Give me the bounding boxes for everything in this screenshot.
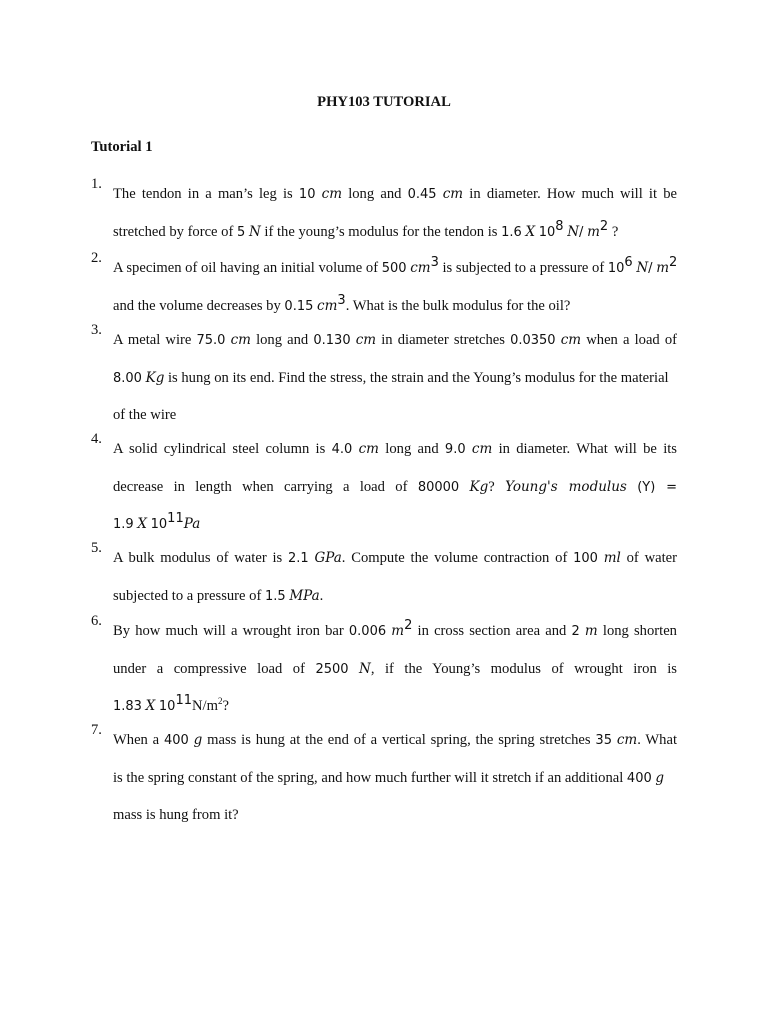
question-line: A solid cylindrical steel column is 4.0 cm long and 9.0 cm in diameter. What will be its [113, 441, 677, 457]
page-title: PHY103 TUTORIAL [317, 94, 451, 110]
question-number: 6. [91, 613, 102, 629]
question-line: subjected to a pressure of 1.5 MPa. [113, 587, 324, 604]
question-line: under a compressive load of 2500 N, if the Young’s modulus of wrought iron is [113, 660, 677, 677]
question-line: By how much will a wrought iron bar 0.006 $m^2$ in cross section area and 2 m long shorten [113, 618, 677, 639]
question-line: decrease in length when carrying a load of 80000 Kg? Young's modulus (Y) = [113, 478, 678, 495]
question-number: 5. [91, 540, 102, 556]
question-4 [91, 431, 677, 544]
question-6 [91, 613, 677, 726]
question-7 [91, 722, 677, 834]
question-5 [91, 540, 677, 615]
question-number: 1. [91, 176, 102, 192]
question-line: 8.00 Kg is hung on its end. Find the stress, the strain and the Young’s modulus for the material [113, 369, 669, 386]
question-line: When a 400 g mass is hung at the end of a vertical spring, the spring stretches 35 cm. What [113, 732, 678, 748]
section-subtitle: Tutorial 1 [91, 139, 153, 155]
question-number: 3. [91, 322, 102, 338]
question-number: 2. [91, 250, 102, 266]
question-number: 7. [91, 722, 102, 738]
question-line: A metal wire 75.0 cm long and 0.130 cm in diameter stretches 0.0350 cm when a load of [113, 332, 678, 348]
question-line: of the wire [113, 407, 177, 423]
question-line: mass is hung from it? [113, 807, 239, 823]
question-line: 1.9 X $10^{11}Pa$ [113, 511, 201, 532]
question-line: 1.83 X $10^{11}N/m^2$? [113, 693, 229, 714]
question-2 [91, 250, 677, 325]
question-line: is the spring constant of the spring, and how much further will it stretch if an additional 400 g [113, 769, 665, 786]
question-number: 4. [91, 431, 102, 447]
question-line: stretched by force of 5 N if the young’s modulus for the tendon is 1.6 X $10^8$ N/ $m^2$ ? [113, 218, 619, 240]
question-1 [91, 176, 677, 251]
question-3 [91, 322, 677, 434]
question-line: and the volume decreases by 0.15 $cm^3$. What is the bulk modulus for the oil? [113, 292, 571, 314]
question-line: A bulk modulus of water is 2.1 GPa. Compute the volume contraction of 100 ml of water [113, 550, 677, 566]
question-line: The tendon in a man’s leg is 10 cm long and 0.45 cm in diameter. How much will it be [113, 186, 677, 202]
question-line: A specimen of oil having an initial volume of 500 $cm^3$ is subjected to a pressure of $10^6$ N/ $m^2$ [113, 255, 678, 276]
